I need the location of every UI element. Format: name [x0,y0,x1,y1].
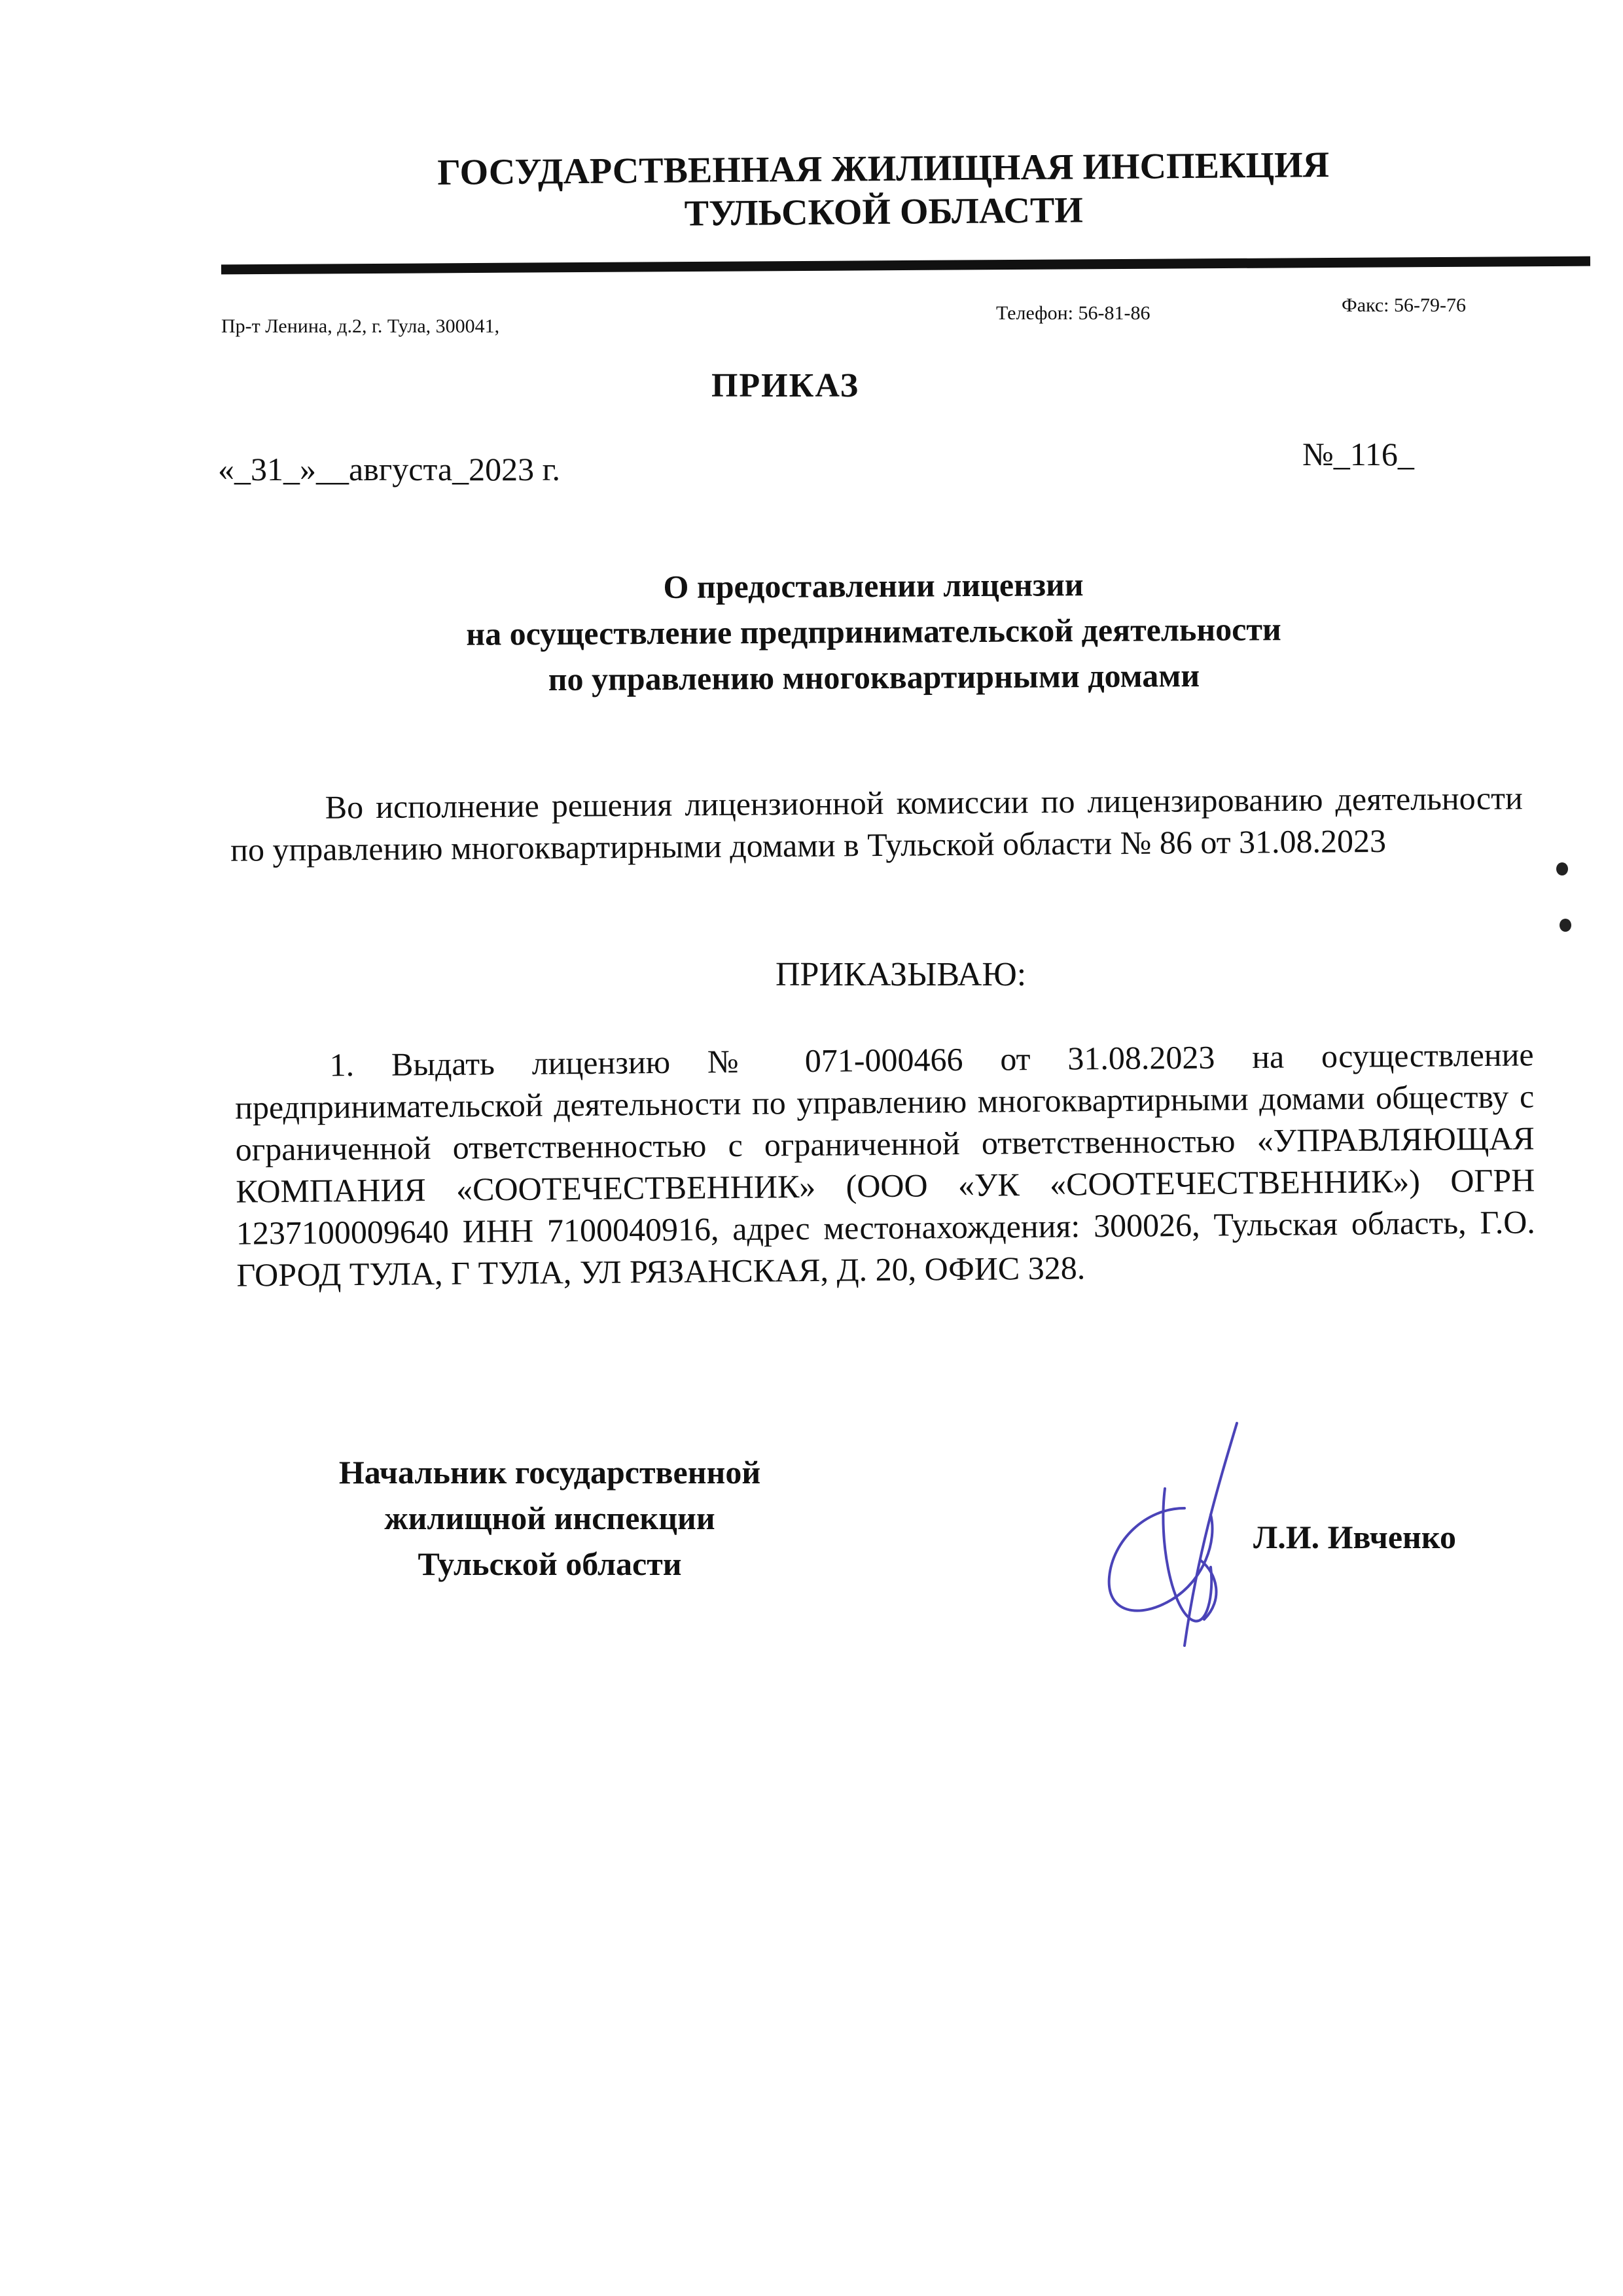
scan-speck [1556,862,1568,875]
signer-name: Л.И. Ивченко [1253,1519,1456,1555]
signer-position-line-2: жилищной инспекции [384,1500,715,1536]
signer-position-line-3: Тульской области [418,1545,682,1582]
signature-stroke [1109,1508,1213,1611]
address-text: Пр-т Ленина, д.2, г. Тула, 300041, [221,315,500,337]
organization-title-line-2: ТУЛЬСКОЙ ОБЛАСТИ [684,190,1084,234]
preamble-paragraph: Во исполнение решения лицензионной комиссии по лицензированию деятельности по управлению многоквартирными домами в Тульской области № 86 от 31.08.2023 [230,779,1523,868]
scan-speck [1560,919,1571,932]
signature-stroke [1201,1561,1217,1619]
order-clause-1: 1. Выдать лицензию № 071-000466 от 31.08.2023 на осуществление предпринимательской деятельности по управлению многоквартирными домами обществу с ограниченной ответственностью с ограниченной ответственностью «УПРАВЛЯЮЩАЯ КОМПАНИЯ «СООТЕЧЕСТВЕННИК» (ООО «УК «СООТЕЧЕСТВЕННИК») ОГРН 1237100009640 ИНН 7100040916, адрес местонахождения: 300026, Тульская область, Г.О. ГОРОД ТУЛА, Г ТУЛА, УЛ РЯЗАНСКАЯ, Д. 20, ОФИС 328. [234,1036,1536,1294]
subject-line-1: О предоставлении лицензии [663,566,1084,605]
fax-text: Факс: 56-79-76 [1342,294,1466,316]
document-number: №_116_ [1302,436,1414,472]
subject-line-2: на осуществление предпринимательской деятельности [466,610,1281,652]
subject-line-3: по управлению многоквартирными домами [548,656,1200,698]
signer-position-line-1: Начальник государственной [338,1454,761,1491]
phone-text: Телефон: 56-81-86 [996,302,1150,324]
document-subject [274,559,1472,703]
organization-title-line-1: ГОСУДАРСТВЕННАЯ ЖИЛИЩНАЯ ИНСПЕКЦИЯ [437,145,1330,193]
organization-title [209,141,1558,239]
order-heading: ПРИКАЗЫВАЮ: [776,956,1027,993]
document-date: «_31_»__августа_2023 г. [218,451,561,487]
document-type: ПРИКАЗ [711,367,860,404]
signer-position [281,1449,818,1587]
header-divider [221,256,1590,275]
